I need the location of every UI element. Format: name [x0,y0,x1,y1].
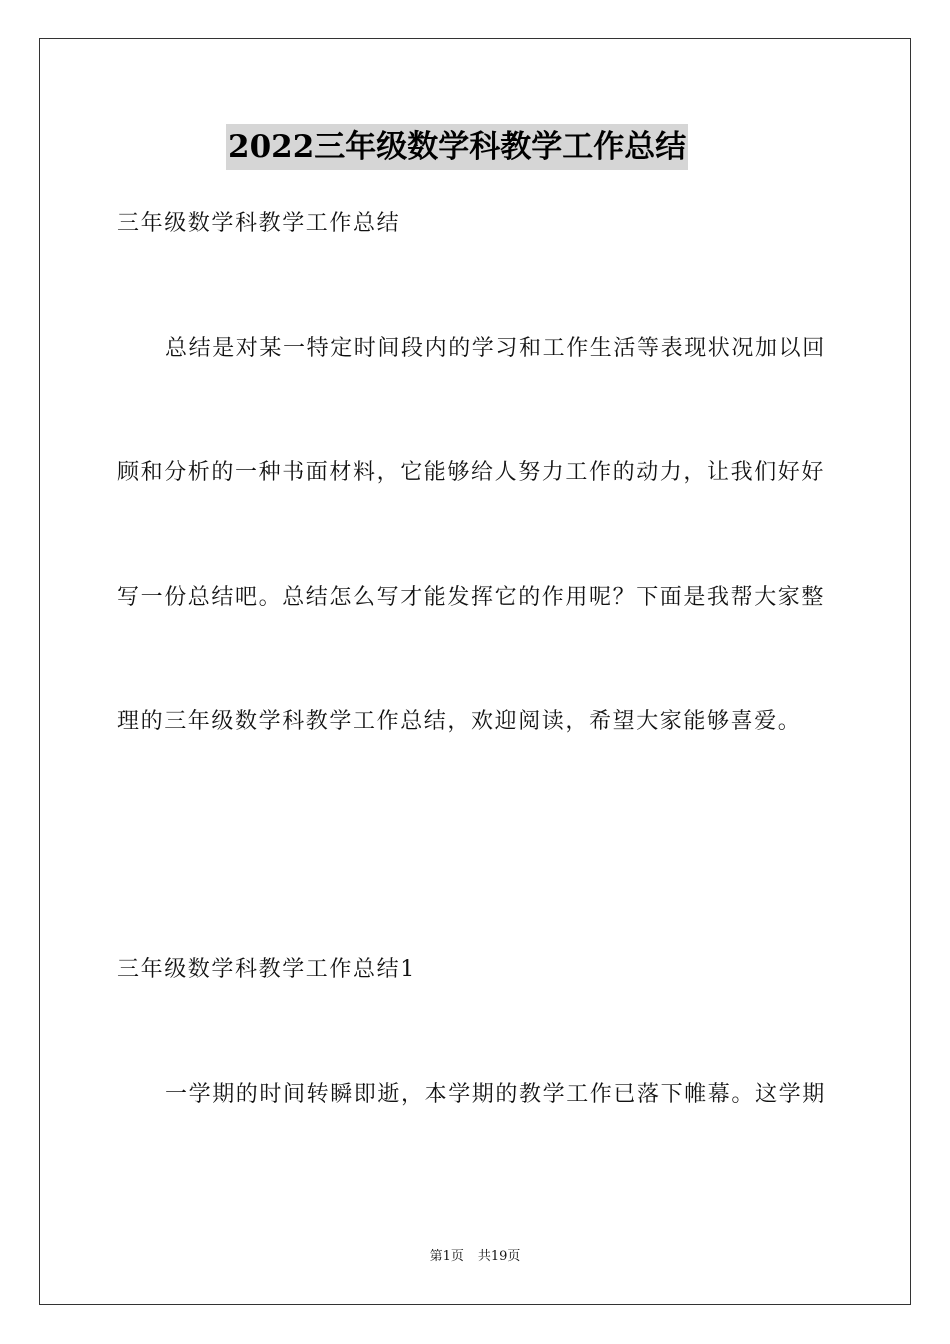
document-title: 2022三年级数学科教学工作总结 [226,124,688,170]
intro-line-4: 理的三年级数学科教学工作总结，欢迎阅读，希望大家能够喜爱。 [117,709,802,734]
intro-line-2: 顾和分析的一种书面材料，它能够给人努力工作的动力，让我们好好 [117,460,826,485]
document-subtitle: 三年级数学科教学工作总结 [117,211,401,236]
page-number: 第1页 [429,1249,464,1264]
intro-line-3: 写一份总结吧。总结怎么写才能发挥它的作用呢？下面是我帮大家整 [117,585,826,610]
intro-line-1: 总结是对某一特定时间段内的学习和工作生活等表现状况加以回 [165,336,826,361]
section-first-line: 一学期的时间转瞬即逝，本学期的教学工作已落下帷幕。这学期 [165,1082,826,1107]
page-total: 共19页 [477,1249,521,1264]
section-heading: 三年级数学科教学工作总结1 [117,957,416,982]
page-footer [0,1248,950,1266]
